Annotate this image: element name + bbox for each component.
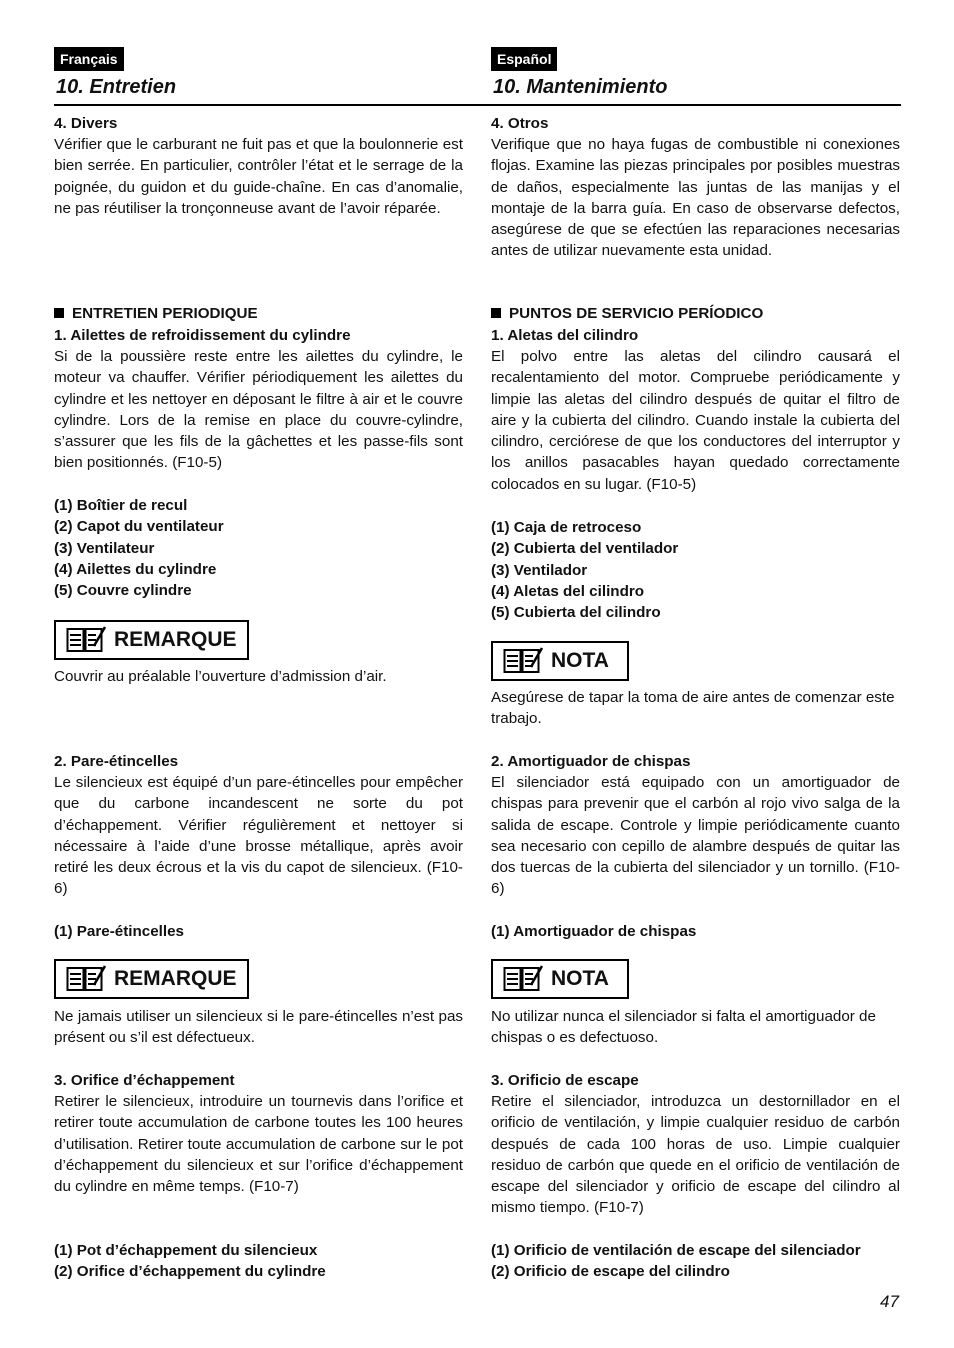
section-title: 10. Mantenimiento bbox=[493, 76, 668, 98]
note-label: REMARQUE bbox=[114, 628, 237, 651]
section-title: 10. Entretien bbox=[56, 76, 177, 98]
note-label: NOTA bbox=[551, 967, 609, 990]
list-item: (3) Ventilador bbox=[491, 561, 588, 579]
list-item: (2) Orifice d’échappement du cylindre bbox=[54, 1263, 326, 1281]
note-box bbox=[491, 641, 629, 681]
note-label: REMARQUE bbox=[114, 967, 237, 990]
list-item: (5) Couvre cylindre bbox=[54, 582, 192, 600]
periodic-heading: ENTRETIEN PERIODIQUE bbox=[54, 303, 463, 324]
spark-text: El silenciador está equipado con un amortiguador de chispas para prevenir que el carbón al rojo vivo salga de la salida de escape. Controle y limpie periódicamente cuanto sea necesario con cepillo de alambre después de quitar las dos tuercas de la cubierta del silenciador y un tornillo. (F10-6) bbox=[491, 774, 900, 898]
note-text: No utilizar nunca el silenciador si falta el amortiguador de chispas o es defectuoso. bbox=[491, 1008, 876, 1047]
notebook-icon bbox=[66, 965, 106, 993]
spark-heading: 2. Pare-étincelles bbox=[54, 753, 179, 770]
note-box bbox=[54, 959, 249, 999]
spark-heading: 2. Amortiguador de chispas bbox=[491, 753, 691, 770]
exhaust-heading: 3. Orificio de escape bbox=[491, 1072, 639, 1089]
list-item: (2) Capot du ventilateur bbox=[54, 518, 224, 536]
note-text: Ne jamais utiliser un silencieux si le pare-étincelles n’est pas présent ou s’il est défectueux. bbox=[54, 1008, 463, 1047]
notebook-icon bbox=[503, 647, 543, 675]
language-tag: Français bbox=[54, 47, 124, 71]
list-item: (1) Pot d’échappement du silencieux bbox=[54, 1242, 318, 1259]
divers-heading: 4. Divers bbox=[54, 115, 118, 132]
note-box bbox=[491, 959, 629, 999]
exhaust-heading: 3. Orifice d’échappement bbox=[54, 1072, 235, 1089]
list-item: (1) Boîtier de recul bbox=[54, 497, 188, 514]
list-item: (2) Cubierta del ventilador bbox=[491, 540, 679, 558]
spark-text: Le silencieux est équipé d’un pare-étincelles pour empêcher que du carbone incandescent ne sorte du pot d’échappement. Vérifier régulièrement et nettoyer si nécessaire à l’aide d’une brosse métallique, après avoir retiré les deux écrous et la vis du capot de silencieux. (F10-6) bbox=[54, 774, 463, 898]
list-item: (1) Orificio de ventilación de escape del silenciador bbox=[491, 1242, 861, 1259]
divers-text: Verifique que no haya fugas de combustible ni conexiones flojas. Examine las piezas principales por posibles muestras de daños, especialmente las juntas de las manijas y el montaje de la barra guía. En caso de observarse defectos, asegúrese de que se efectúen las reparaciones necesarias antes de utilizar nuevamente esta unidad. bbox=[491, 136, 900, 260]
fins-heading: 1. Aletas del cilindro bbox=[491, 327, 639, 344]
list-item: (5) Cubierta del cilindro bbox=[491, 604, 661, 622]
list-item: (1) Caja de retroceso bbox=[491, 519, 642, 536]
square-bullet-icon bbox=[491, 308, 501, 318]
list-item: (4) Aletas del cilindro bbox=[491, 582, 645, 600]
list-item: (1) Amortiguador de chispas bbox=[491, 923, 697, 940]
notebook-icon bbox=[503, 965, 543, 993]
square-bullet-icon bbox=[54, 308, 64, 318]
note-label: NOTA bbox=[551, 649, 609, 672]
exhaust-parts-list bbox=[54, 1240, 463, 1283]
language-tag: Español bbox=[491, 47, 557, 71]
list-item: (2) Orificio de escape del cilindro bbox=[491, 1263, 730, 1281]
periodic-heading: PUNTOS DE SERVICIO PERÍODICO bbox=[491, 303, 900, 324]
fins-text: Si de la poussière reste entre les ailettes du cylindre, le moteur va chauffer. Vérifier périodiquement les ailettes du cylindre et les nettoyer en déposant le filtre à air et le couvre cylindre. Lors de la remise en place du couvre-cylindre, s’assurer que les fils de la gâchettes et les passe-fils sont bien positionnés. (F10-5) bbox=[54, 348, 463, 472]
list-item: (3) Ventilateur bbox=[54, 539, 155, 557]
list-item: (1) Pare-étincelles bbox=[54, 923, 184, 940]
divers-text: Vérifier que le carburant ne fuit pas et que la boulonnerie est bien serrée. En particulier, contrôler l’état et le serrage de la poignée, du guidon et du guide-chaîne. En cas d’anomalie, ne pas réutiliser la tronçonneuse avant de l’avoir réparée. bbox=[54, 136, 463, 217]
note-box bbox=[54, 620, 249, 660]
notebook-icon bbox=[66, 626, 106, 654]
divers-heading: 4. Otros bbox=[491, 115, 549, 132]
note-text: Couvrir au préalable l’ouverture d’admission d’air. bbox=[54, 668, 387, 685]
exhaust-parts-list bbox=[491, 1240, 900, 1283]
fins-heading: 1. Ailettes de refroidissement du cylindre bbox=[54, 327, 351, 344]
fins-parts-list bbox=[491, 517, 900, 623]
page-number: 47 bbox=[880, 1292, 899, 1311]
list-item: (4) Ailettes du cylindre bbox=[54, 560, 217, 578]
header-rule bbox=[54, 104, 901, 106]
note-text: Asegúrese de tapar la toma de aire antes de comenzar este trabajo. bbox=[491, 689, 895, 728]
fins-parts-list bbox=[54, 495, 463, 601]
exhaust-text: Retirer le silencieux, introduire un tournevis dans l’orifice et retirer toute accumulation de carbone toutes les 100 heures d’utilisation. Retirer toute accumulation de carbone sur le pot d’échappement du silencieux et sur l’orifice d’échappement du cylindre en même temps. (F10-7) bbox=[54, 1093, 463, 1196]
exhaust-text: Retire el silenciador, introduzca un destornillador en el orificio de ventilación, y limpie cualquier residuo de carbón después de cada 100 horas de uso. Limpie cualquier residuo de carbón que quede en el orificio de ventilación de escape del silenciador y orificio de escape del cilindro al mismo tiempo. (F10-7) bbox=[491, 1093, 900, 1217]
fins-text: El polvo entre las aletas del cilindro causará el recalentamiento del motor. Compruebe periódicamente y limpie las aletas del cilindro después de quitar el filtro de aire y la cubierta del cilindro. Cuando instale la cubierta del cilindro, cerciórese de que los conductores del interruptor y los anillos pasacables hayan quedado correctamente colocados en su lugar. (F10-5) bbox=[491, 348, 900, 493]
